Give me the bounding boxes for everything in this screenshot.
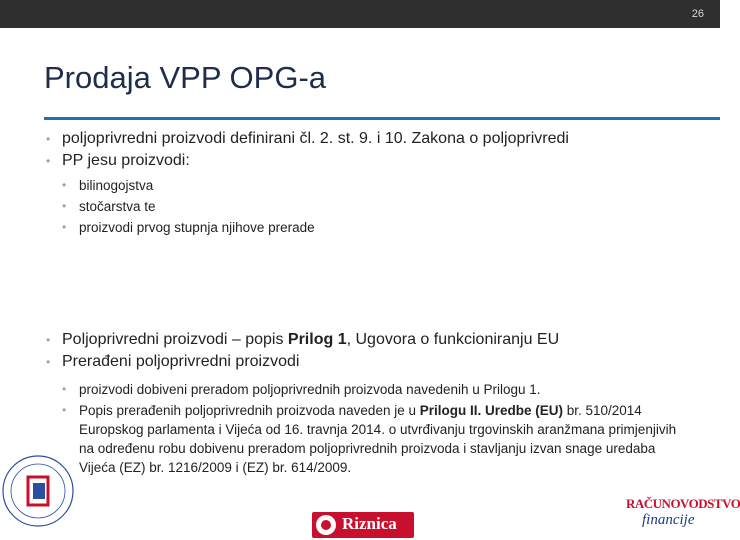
racunovodstvo-logo xyxy=(624,494,740,540)
slide-title: Prodaja VPP OPG-a xyxy=(44,60,327,95)
bullet-text: Prerađeni poljoprivredni proizvodi xyxy=(62,353,300,370)
bullet-icon: • xyxy=(62,178,67,192)
bullet-icon: • xyxy=(62,403,67,417)
title-underline xyxy=(44,117,720,120)
section-two xyxy=(46,329,696,477)
bullet-text: PP jesu proizvodi: xyxy=(62,152,190,169)
riznica-logo-text: Riznica xyxy=(342,514,397,533)
bullet-text-post: , Ugovora o funkcioniranju EU xyxy=(346,331,560,348)
bullet-icon: • xyxy=(46,333,51,347)
page-number: 26 xyxy=(691,8,704,20)
bullet-item xyxy=(46,128,696,150)
bullet-text-pre: Poljoprivredni proizvodi – popis xyxy=(62,331,288,348)
bullet-item xyxy=(46,329,696,351)
bullet-text-bold: Prilog 1 xyxy=(287,331,347,348)
racunovodstvo-logo-text: RAČUNOVODSTVO xyxy=(626,496,740,511)
bullet-icon: • xyxy=(46,355,51,369)
bullet-icon: • xyxy=(46,154,51,168)
bullet-icon: • xyxy=(62,199,67,213)
sub-bullet-text-bold: Prilogu II. Uredbe (EU) xyxy=(419,403,563,418)
bullet-text: poljoprivredni proizvodi definirani čl. 2. st. 9. i 10. Zakona o poljoprivredi xyxy=(62,130,569,147)
bullet-icon: • xyxy=(46,132,51,146)
bullet-icon: • xyxy=(62,382,67,396)
sub-bullet-text-pre: Popis prerađenih poljoprivrednih proizvoda naveden je u xyxy=(79,403,420,418)
top-bar xyxy=(0,0,720,28)
financije-logo-text: financije xyxy=(642,512,695,528)
sub-bullet-text-post: br. 510/2014 Europskog parlamenta i Vijeća od 16. travnja 2014. o utvrđivanju trgovinskih aranžmana primjenjivih na određenu robu dobivenu preradom poljoprivrednih proizvoda i stavljanju izvan snage uredaba Vijeća (EZ) br. 1216/2009 i (EZ) br. 614/2009. xyxy=(79,403,677,475)
bullet-item xyxy=(46,150,696,172)
bullet-item xyxy=(46,351,696,373)
riznica-logo xyxy=(312,512,414,538)
sub-bullet-text: bilinogojstva xyxy=(79,178,154,193)
sub-bullet-text: stočarstva te xyxy=(79,199,156,214)
bullet-icon: • xyxy=(62,220,67,234)
institute-seal-logo xyxy=(0,453,76,529)
sub-bullet-text: proizvodi dobiveni preradom poljoprivrednih proizvoda navedenih u Prilogu 1. xyxy=(79,382,541,397)
section-one xyxy=(46,128,696,237)
sub-bullet-item xyxy=(46,401,689,477)
sub-bullet-item xyxy=(46,176,696,195)
sub-bullet-text: proizvodi prvog stupnja njihove prerade xyxy=(79,220,315,235)
seal-icon xyxy=(316,515,336,535)
sub-bullet-item xyxy=(46,380,696,399)
sub-bullet-item xyxy=(46,218,696,237)
sub-bullet-item xyxy=(46,197,696,216)
